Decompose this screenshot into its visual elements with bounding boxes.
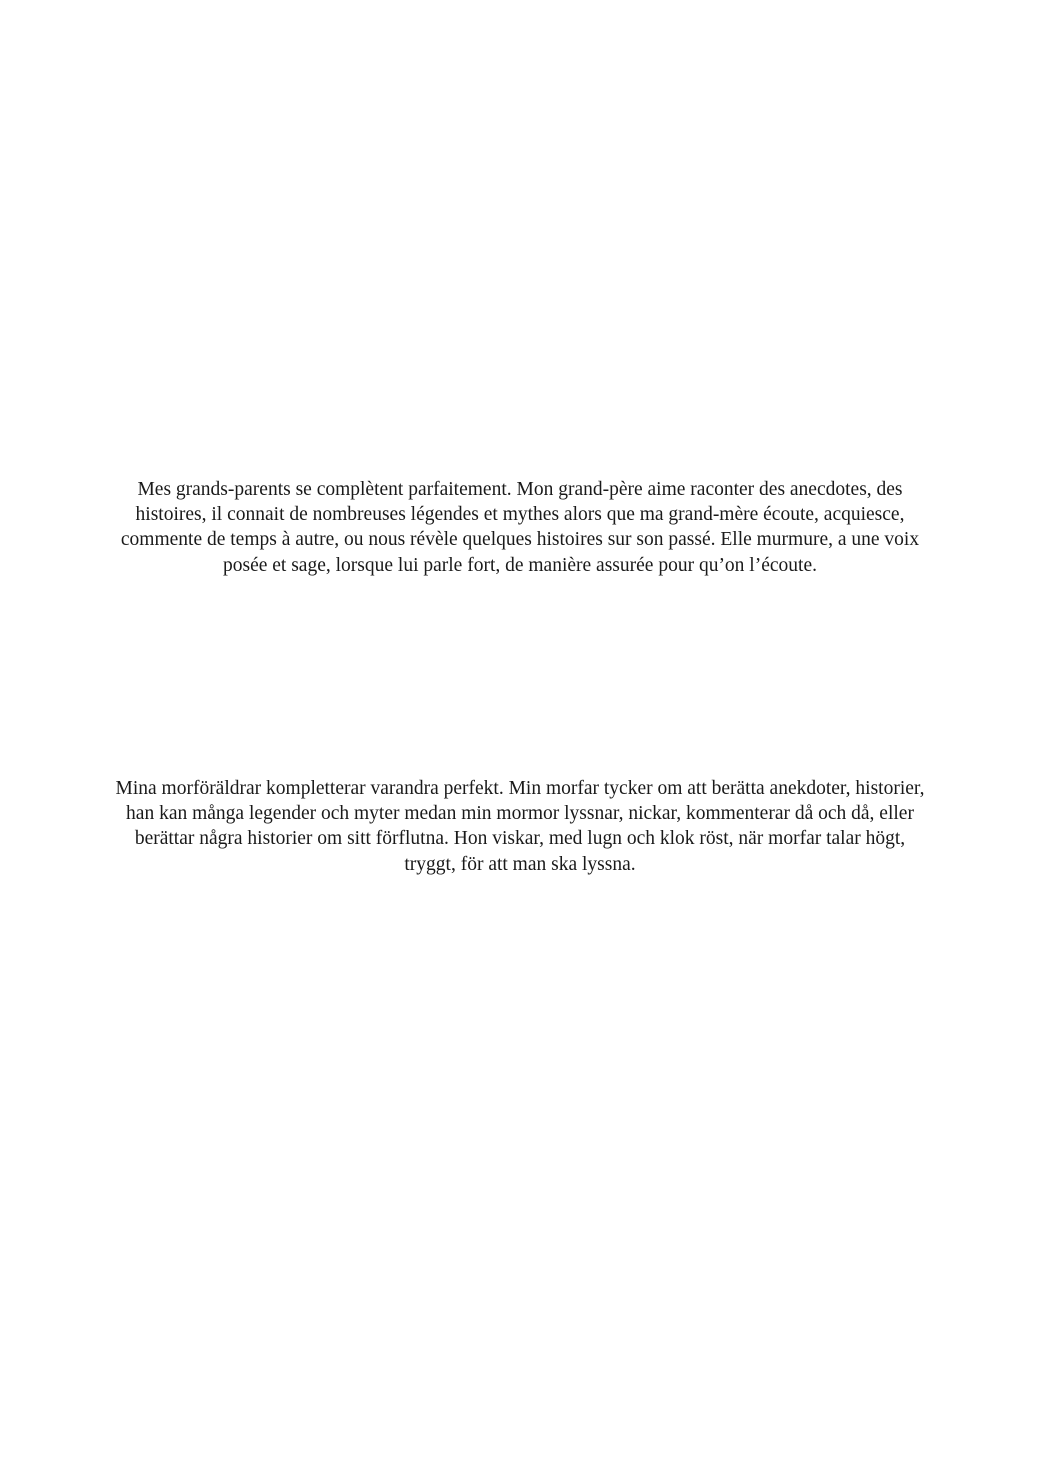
french-paragraph: Mes grands-parents se complètent parfaitement. Mon grand-père aime raconter des anecdotes, des histoires, il connait de nombreuses légendes et mythes alors que ma grand-mère écoute, acquiesce, commente de temps à autre, ou nous révèle quelques histoires sur son passé. Elle murmure, a une voix posée et sage, lorsque lui parle fort, de manière assurée pour qu’on l’écoute.	[120, 479, 920, 576]
swedish-paragraph: Mina morföräldrar kompletterar varandra perfekt. Min morfar tycker om att berätta anekdoter, historier, han kan många legender och myter medan min mormor lyssnar, nickar, kommenterar då och då, eller berättar några historier om sitt förflutna. Hon viskar, med lugn och klok röst, när morfar talar högt, tryggt, för att man ska lyssna.	[115, 778, 925, 875]
